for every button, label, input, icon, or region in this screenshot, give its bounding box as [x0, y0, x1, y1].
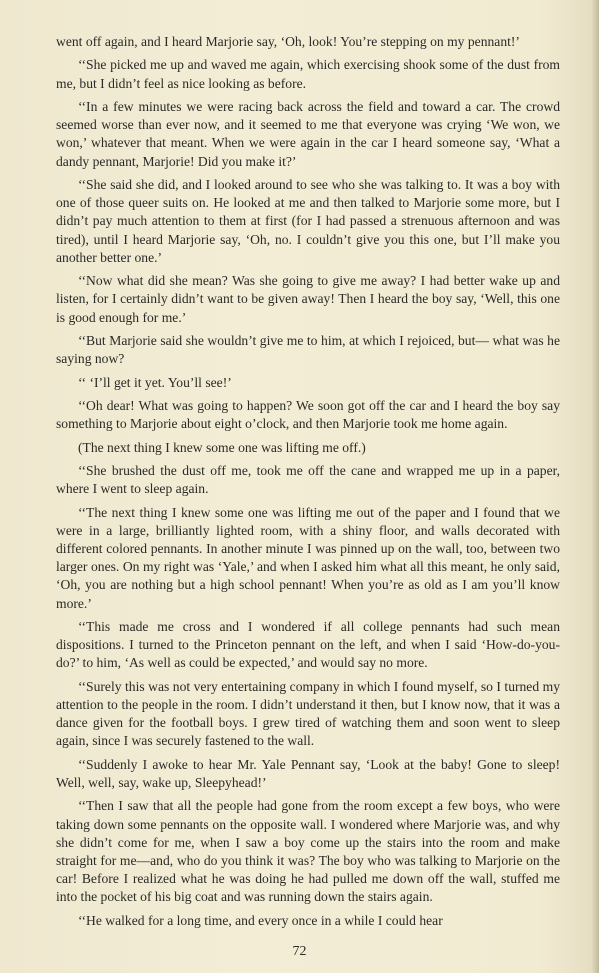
- paragraph: ‘‘Suddenly I awoke to hear Mr. Yale Pennant say, ‘Look at the baby! Gone to sleep! Well, well, say, wake up, Sleepyhead!’: [56, 756, 560, 790]
- page-text: [56, 33, 560, 930]
- paragraph: ‘‘This made me cross and I wondered if all college pennants had such mean dispositions. I turned to the Princeton pennant on the left, and when I said ‘How-do-you-do?’ to him, ‘As well as could be expected,’ and would say no more.: [56, 618, 560, 671]
- paragraph: ‘‘The next thing I knew some one was lifting me out of the paper and I found that we were in a large, brilliantly lighted room, with a shiny floor, and walls decorated with different colored pennants. In another minute I was pinned up on the wall, too, between two larger ones. On my right was ‘Yale,’ and when I asked him what all this meant, he only said, ‘Oh, you are nothing but a high school pennant! When you’re as old as I am you’ll know more.’: [56, 504, 560, 611]
- paragraph: went off again, and I heard Marjorie say, ‘Oh, look! You’re stepping on my pennant!’: [56, 34, 520, 49]
- paragraph: ‘‘He walked for a long time, and every once in a while I could hear: [78, 912, 443, 928]
- page-number: 72: [292, 944, 307, 959]
- paragraph: ‘‘Oh dear! What was going to happen? We soon got off the car and I heard the boy say something to Marjorie about eight o’clock, and then Marjorie took me home again.: [56, 397, 560, 432]
- paragraph: ‘‘Surely this was not very entertaining company in which I found myself, so I turned my attention to the people in the room. I didn’t understand it then, but I know now, that it was a dance given for the football boys. I grew tired of watching them and soon went to sleep again, since I was securely fastened to the wall.: [56, 678, 560, 749]
- paragraph: ‘‘She said she did, and I looked around to see who she was talking to. It was a boy with one of those queer suits on. He looked at me and then talked to Marjorie some more, but I didn’t pay much attention to them at first (for I had passed a strenuous afternoon and was tired), until I heard Marjorie say, ‘Oh, no. I couldn’t give you this one, but I’ll make you another better one.’: [56, 176, 560, 265]
- paragraph: ‘‘ ‘I’ll get it yet. You’ll see!’: [78, 374, 232, 390]
- paragraph: ‘‘Now what did she mean? Was she going to give me away? I had better wake up and listen, for I certainly didn’t want to be given away! Then I heard the boy say, ‘Well, this one is good enough for me.’: [56, 273, 560, 325]
- paragraph: ‘‘She brushed the dust off me, took me off the cane and wrapped me up in a paper, where I went to sleep again.: [56, 462, 560, 497]
- paragraph: ‘‘But Marjorie said she wouldn’t give me to him, at which I rejoiced, but— what was he saying now?: [56, 332, 560, 367]
- paragraph: (The next thing I knew some one was lifting me off.): [78, 439, 366, 455]
- paragraph: ‘‘In a few minutes we were racing back across the field and toward a car. The crowd seemed worse than ever now, and it seemed to me that everyone was crying ‘We won, we won,’ whatever that meant. When we were again in the car I heard someone say, ‘What a dandy pennant, Marjorie! Did you make it?’: [56, 98, 560, 169]
- paragraph: ‘‘She picked me up and waved me again, which exercising shook some of the dust from me, but I didn’t feel as nice looking as before.: [56, 57, 560, 91]
- page-edge-shadow: [591, 0, 599, 973]
- paragraph: ‘‘Then I saw that all the people had gone from the room except a few boys, who were taking down some pennants on the opposite wall. I wondered where Marjorie was, and why she didn’t come for me, when I saw a boy come up the stairs into the room and make straight for me—and, who do you think it was? The boy who was talking to Marjorie on the car! Before I realized what he was doing he had pulled me down off the wall, stuffed me into the pocket of his big coat and was running down the stairs again.: [56, 798, 560, 905]
